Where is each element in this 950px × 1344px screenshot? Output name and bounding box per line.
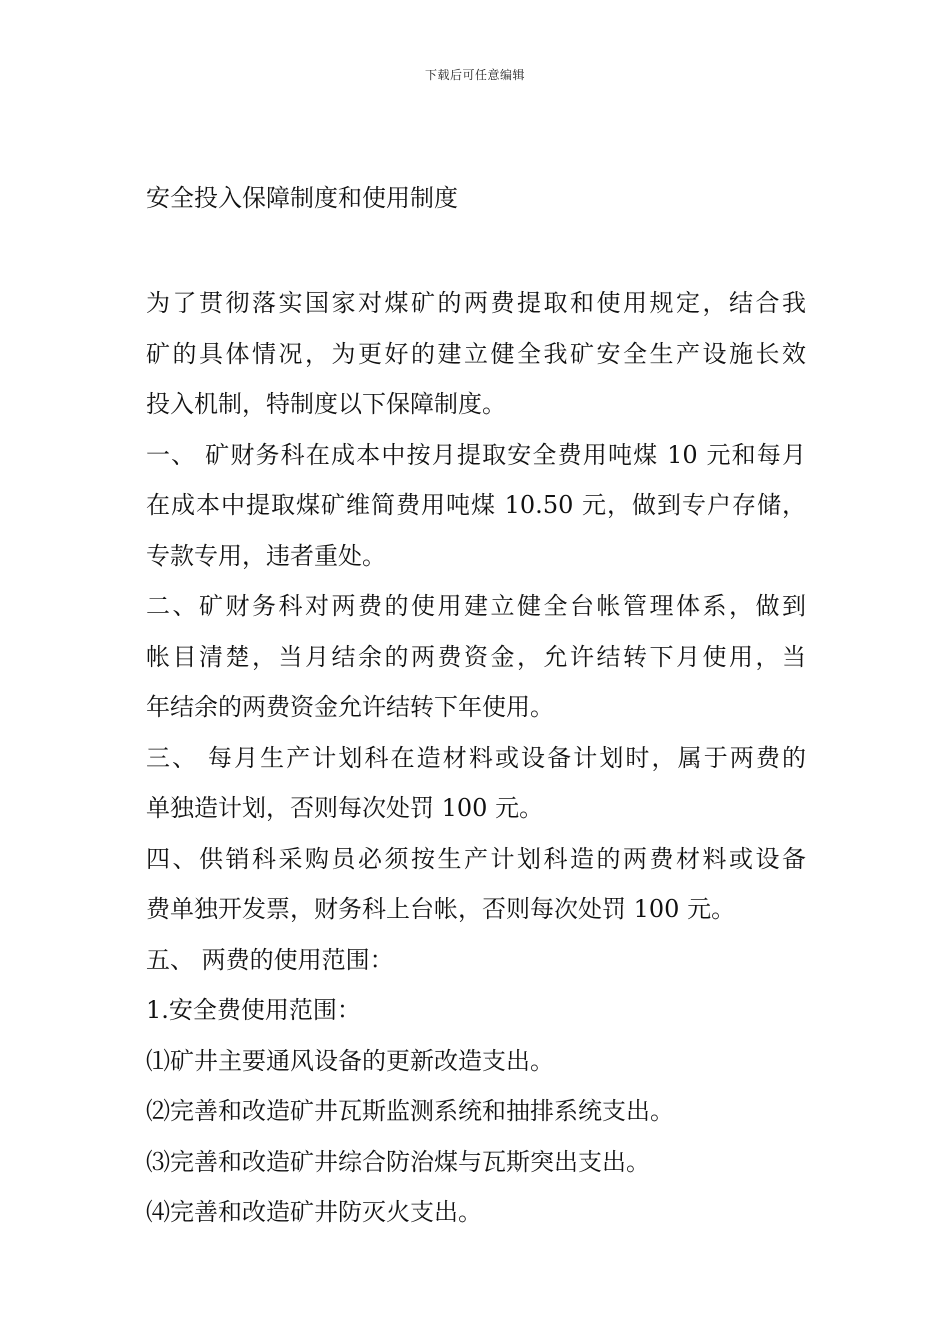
document-body <box>146 278 806 1238</box>
paragraph-line: ⑵完善和改造矿井瓦斯监测系统和抽排系统支出。 <box>146 1097 674 1125</box>
paragraph-line: ⑶完善和改造矿井综合防治煤与瓦斯突出支出。 <box>146 1147 650 1176</box>
paragraph-line: 三、 每月生产计划科在造材料或设备计划时，属于两费的 <box>146 743 806 772</box>
paragraph-line: 矿的具体情况，为更好的建立健全我矿安全生产设施长效 <box>146 339 806 368</box>
paragraph-line: 在成本中提取煤矿维简费用吨煤 10.50 元，做到专户存储， <box>146 491 806 519</box>
paragraph-line: 单独造计划，否则每次处罚 100 元。 <box>146 794 544 822</box>
paragraph-line: ⑴矿井主要通风设备的更新改造支出。 <box>146 1046 554 1075</box>
paragraph-line: 年结余的两费资金允许结转下年使用。 <box>146 693 554 721</box>
paragraph-line: 专款专用，违者重处。 <box>146 541 386 570</box>
paragraph-line: 五、 两费的使用范围： <box>146 945 394 974</box>
download-note: 下载后可任意编辑 <box>424 68 525 82</box>
paragraph-line: 1.安全费使用范围： <box>146 996 361 1024</box>
document-title: 安全投入保障制度和使用制度 <box>146 184 458 212</box>
paragraph-line: 投入机制，特制度以下保障制度。 <box>146 390 506 418</box>
paragraph-line: 帐目清楚，当月结余的两费资金，允许结转下月使用，当 <box>146 642 806 671</box>
paragraph-line: 费单独开发票，财务科上台帐，否则每次处罚 100 元。 <box>146 895 736 923</box>
paragraph-line: ⑷完善和改造矿井防灭火支出。 <box>146 1198 482 1226</box>
paragraph-line: 为了贯彻落实国家对煤矿的两费提取和使用规定，结合我 <box>146 289 806 317</box>
paragraph-line: 二、矿财务科对两费的使用建立健全台帐管理体系，做到 <box>146 592 806 620</box>
paragraph-line: 四、供销科采购员必须按生产计划科造的两费材料或设备 <box>146 844 806 873</box>
paragraph-line: 一、 矿财务科在成本中按月提取安全费用吨煤 10 元和每月 <box>146 440 806 469</box>
